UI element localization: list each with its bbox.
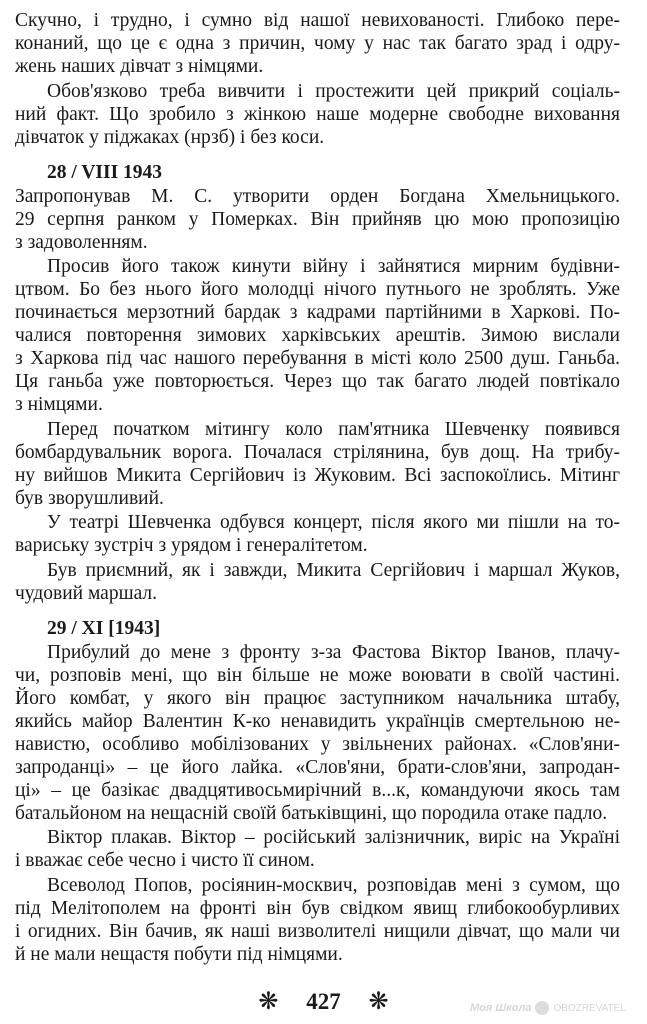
text-line: якийсь майор Валентин К-ко ненавидить українців смертельною не- xyxy=(15,711,620,732)
text-line: бомбардувальник ворога. Почалася стрілянина, був дощ. На трибу- xyxy=(15,442,620,463)
text-line: конаний, що це є одна з причин, чому у нас так багато зрад і одру- xyxy=(15,33,620,54)
entry-date-heading: 28 / VIII 1943 xyxy=(47,161,163,183)
text-line: чудовий маршал. xyxy=(15,583,158,604)
watermark-logo-icon xyxy=(535,1001,549,1015)
text-line: і огидних. Він бачив, як наші визволителі нищили дівчат, що мали чи xyxy=(15,921,620,942)
text-line: Його комбат, у якого він працює заступником начальника штабу, xyxy=(15,688,620,709)
text-line: починається мерзотний бардак з кадрами партійними в Харкові. По- xyxy=(15,302,620,323)
text-line: 29 серпня ранком у Померках. Він прийняв цю мою пропозицію xyxy=(15,209,620,230)
text-line: Скучно, і трудно, і сумно від нашої невихованості. Глибоко пере- xyxy=(15,10,620,31)
text-line: і вважає себе чесно і чисто її сином. xyxy=(15,850,315,871)
text-line: Всеволод Попов, росіянин-москвич, розповідав мені з сумом, що xyxy=(47,875,620,896)
watermark xyxy=(470,1000,626,1017)
text-line: Віктор плакав. Віктор – російський залізничник, виріс на Україні xyxy=(47,827,620,848)
ornament-right-icon: ❋ xyxy=(368,989,389,1015)
text-line: навистю, особливо мобілізованих у звільнених районах. «Слов'яни- xyxy=(15,734,620,755)
page-number: 427 xyxy=(306,989,341,1014)
text-line: Був приємний, як і завжди, Микита Сергійович і маршал Жуков, xyxy=(47,560,620,581)
text-line: ний факт. Що зробило з жінкою наше модерне свободне виховання xyxy=(15,104,620,125)
text-line: чи, розповів мені, що він більше не може воювати в своїй частині. xyxy=(15,665,620,686)
text-line: Просив його також кинути війну і зайнятися мирним будівни- xyxy=(47,256,620,277)
entry-date-heading: 29 / XI [1943] xyxy=(47,617,161,639)
text-line: батальйоном на нещасній своїй батьківщині, що породила отаке падло. xyxy=(15,803,608,824)
text-line: з Харкова під час нашого перебування в місті коло 2500 душ. Ганьба. xyxy=(15,348,620,369)
text-line: Обов'язково треба вивчити і простежити цей прикрий соціаль- xyxy=(47,81,620,102)
text-line: ну вийшов Микита Сергійович із Жуковим. Всі заспокоїлись. Мітинг xyxy=(15,465,620,486)
text-line: вариську зустріч з урядом і генералітетом. xyxy=(15,535,368,556)
watermark-brand: OBOZREVATEL xyxy=(553,1003,626,1014)
text-line: з задоволенням. xyxy=(15,232,148,253)
text-line: й не мали нещастя побути під німцями. xyxy=(15,944,343,965)
text-line: Ця ганьба уже повторюється. Через що так багато людей повтікало xyxy=(15,371,620,392)
text-line: Запропонував М. С. утворити орден Богдана Хмельницького. xyxy=(15,186,620,207)
text-line: під Мелітополем на фронті він був свідком явищ глибокообурливих xyxy=(15,898,620,919)
text-line: дівчаток у піджаках (нрзб) і без коси. xyxy=(15,127,325,148)
text-line: жень наших дівчат з німцями. xyxy=(15,56,264,77)
text-line: був зворушливий. xyxy=(15,488,164,509)
text-line: запроданці» – це його лайка. «Слов'яни, брати-слов'яни, запродан- xyxy=(15,757,620,778)
text-line: з німцями. xyxy=(15,394,103,415)
text-line: цтвом. Бо без нього його молодці нічого путнього не зроблять. Уже xyxy=(15,279,620,300)
text-line: Перед початком мітингу коло пам'ятника Шевченку появився xyxy=(47,419,620,440)
ornament-left-icon: ❋ xyxy=(258,989,279,1015)
watermark-school: Моя Школа xyxy=(470,1002,532,1014)
text-line: Прибулий до мене з фронту з-за Фастова Віктор Іванов, плачу- xyxy=(47,642,620,663)
text-line: чалися повторення зимових харківських арештів. Зимою вислали xyxy=(15,325,620,346)
text-line: У театрі Шевченка одбувся концерт, після якого ми пішли на то- xyxy=(47,512,620,533)
text-line: ці» – це базікає двадцятивосьмирічний в...к, командуючи якось там xyxy=(15,780,620,801)
